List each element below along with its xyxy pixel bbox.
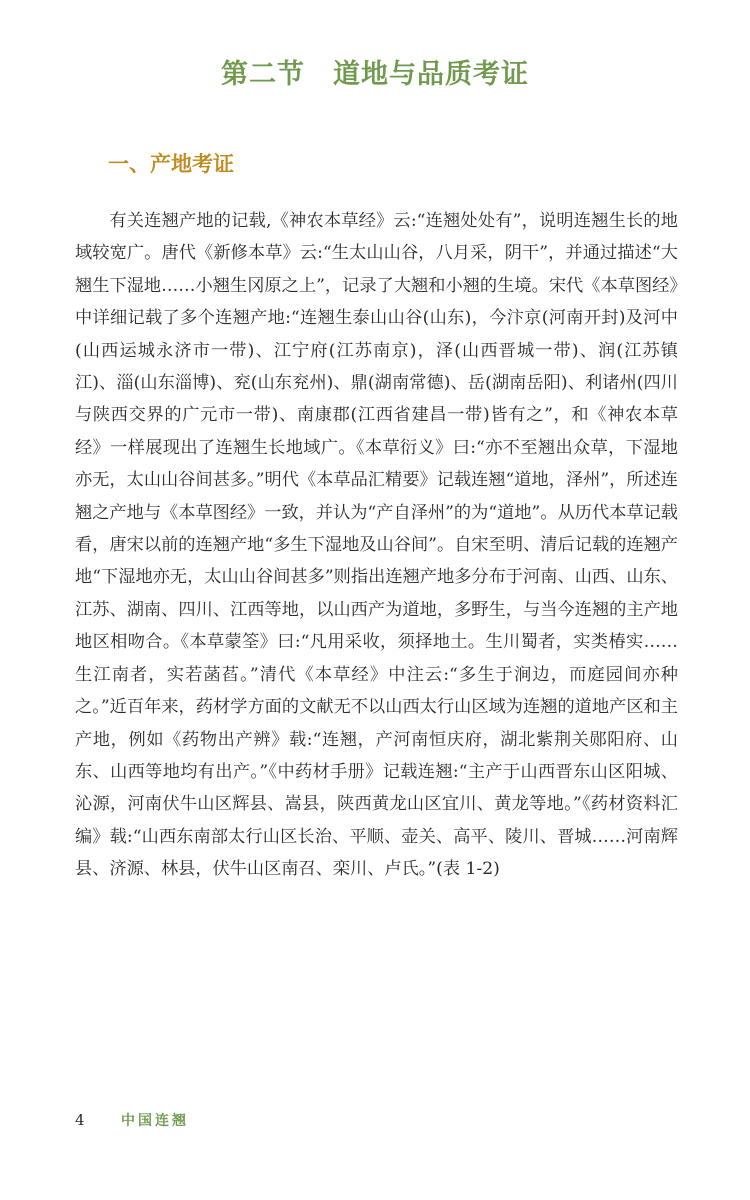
section-title: 第二节 道地与品质考证 [221, 59, 529, 90]
body-paragraph: 有关连翘产地的记载,《神农本草经》云:“连翘处处有”，说明连翘生长的地域较宽广。唐代《新修本草》云:“生太山山谷，八月采，阴干”，并通过描述“大翘生下湿地……小翘生冈原之上”，记录了大翘和小翘的生境。宋代《本草图经》中详细记载了多个连翘产地:“连翘生泰山山谷(山东)，今汴京(河南开封)及河中(山西运城永济市一带)、江宁府(江苏南京)，泽(山西晋城一带)、润(江苏镇江)、淄(山东淄博)、兖(山东兖州)、鼎(湖南常德)、岳(湖南岳阳)、利诸州(四川与陕西交界的广元市一带)、南康郡(江西省建昌一带)皆有之”，和《神农本草经》一样展现出了连翘生长地域广。《本草衍义》曰:“亦不至翘出众草，下湿地亦无，太山山谷间甚多。”明代《本草品汇精要》记载连翘“道地，泽州”，所述连翘之产地与《本草图经》一致，并认为“产自泽州”的为“道地”。从历代本草记载看，唐宋以前的连翘产地“多生下湿地及山谷间”。自宋至明、清后记载的连翘产地“下湿地亦无，太山山谷间甚多”则指出连翘产地多分布于河南、山西、山东、江苏、湖南、四川、江西等地，以山西产为道地，多野生，与当今连翘的主产地地区相吻合。《本草蒙筌》曰:“凡用采收，须择地土。生川蜀者，实类椿实……生江南者，实若菡萏。”清代《本草经》中注云:“多生于涧边，而庭园间亦种之。”近百年来，药材学方面的文献无不以山西太行山区域为连翘的道地产区和主产地，例如《药物出产辨》载:“连翘，产河南恒庆府，湖北紫荆关郧阳府、山东、山西等地均有出产。”《中药材手册》记载连翘:“主产于山西晋东山区阳城、沁源，河南伏牛山区辉县、嵩县，陕西黄龙山区宜川、黄龙等地。”《药材资料汇编》载:“山西东南部太行山区长治、平顺、壶关、高平、陵川、晋城……河南辉县、济源、林县，伏牛山区南召、栾川、卢氏。”(表 1-2) [75, 211, 678, 880]
page-number: 4 [75, 1111, 85, 1129]
subheading: 一、产地考证 [108, 151, 234, 176]
running-book-title: 中国连翘 [121, 1113, 189, 1129]
page-footer [75, 1110, 189, 1130]
